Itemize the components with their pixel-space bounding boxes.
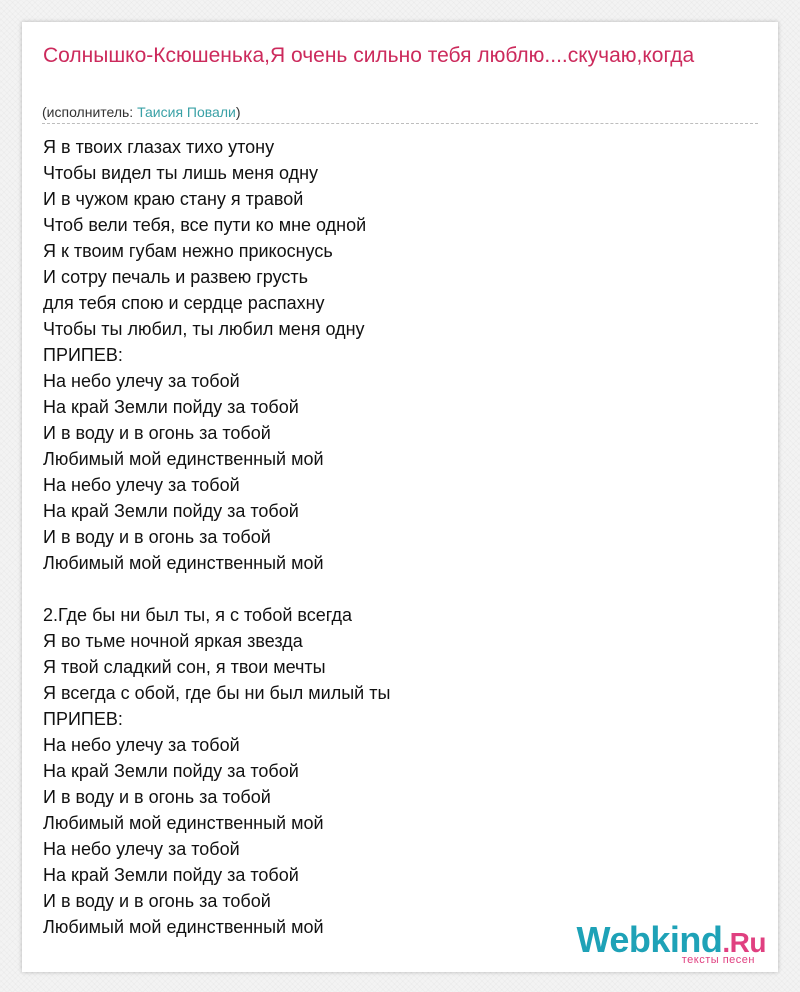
- logo-tld: .Ru: [722, 927, 766, 958]
- lyric-line: Чтобы видел ты лишь меня одну: [43, 163, 319, 183]
- lyric-line: Любимый мой единственный мой: [43, 917, 324, 937]
- artist-line: [42, 103, 241, 121]
- lyric-line: На небо улечу за тобой: [43, 475, 240, 495]
- lyric-line: И в воду и в огонь за тобой: [43, 423, 271, 443]
- lyrics-card: [22, 22, 778, 972]
- lyric-line: Любимый мой единственный мой: [43, 813, 324, 833]
- lyric-line: для тебя спою и сердце распахну: [43, 293, 325, 313]
- lyric-line: ПРИПЕВ:: [43, 709, 123, 729]
- lyric-blank-line: [43, 576, 743, 602]
- song-title: Солнышко-Ксюшенька,Я очень сильно тебя люблю....скучаю,когда: [43, 44, 695, 67]
- lyric-line: Я к твоим губам нежно прикоснусь: [43, 241, 333, 261]
- lyric-line: ПРИПЕВ:: [43, 345, 123, 365]
- lyric-line: И в чужом краю стану я травой: [43, 189, 304, 209]
- lyric-line: На край Земли пойду за тобой: [43, 501, 299, 521]
- lyric-line: На небо улечу за тобой: [43, 735, 240, 755]
- lyric-line: Я во тьме ночной яркая звезда: [43, 631, 303, 651]
- lyric-line: И в воду и в огонь за тобой: [43, 527, 271, 547]
- lyric-line: На край Земли пойду за тобой: [43, 761, 299, 781]
- artist-link[interactable]: Таисия Повали: [137, 104, 236, 120]
- lyric-line: Чтобы ты любил, ты любил меня одну: [43, 319, 365, 339]
- site-logo[interactable]: [572, 920, 772, 966]
- title-divider: [42, 123, 758, 124]
- lyric-line: И сотру печаль и развею грусть: [43, 267, 309, 287]
- lyrics-text: [43, 134, 743, 940]
- lyric-line: На небо улечу за тобой: [43, 371, 240, 391]
- lyric-line: Любимый мой единственный мой: [43, 553, 324, 573]
- artist-suffix: ): [235, 104, 241, 120]
- lyric-line: На край Земли пойду за тобой: [43, 865, 299, 885]
- lyric-line: Я в твоих глазах тихо утону: [43, 137, 275, 157]
- logo-word: Webkind: [576, 919, 723, 960]
- lyric-line: Я всегда с обой, где бы ни был милый ты: [43, 683, 391, 703]
- lyric-line: И в воду и в огонь за тобой: [43, 891, 271, 911]
- lyric-line: На край Земли пойду за тобой: [43, 397, 299, 417]
- lyric-line: На небо улечу за тобой: [43, 839, 240, 859]
- lyric-line: Любимый мой единственный мой: [43, 449, 324, 469]
- lyric-line: Чтоб вели тебя, все пути ко мне одной: [43, 215, 367, 235]
- lyric-line: Я твой сладкий сон, я твои мечты: [43, 657, 326, 677]
- lyric-line: И в воду и в огонь за тобой: [43, 787, 271, 807]
- lyric-line: 2.Где бы ни был ты, я с тобой всегда: [43, 605, 353, 625]
- logo-tagline: тексты песен: [681, 954, 755, 966]
- artist-prefix: (исполнитель:: [42, 104, 138, 120]
